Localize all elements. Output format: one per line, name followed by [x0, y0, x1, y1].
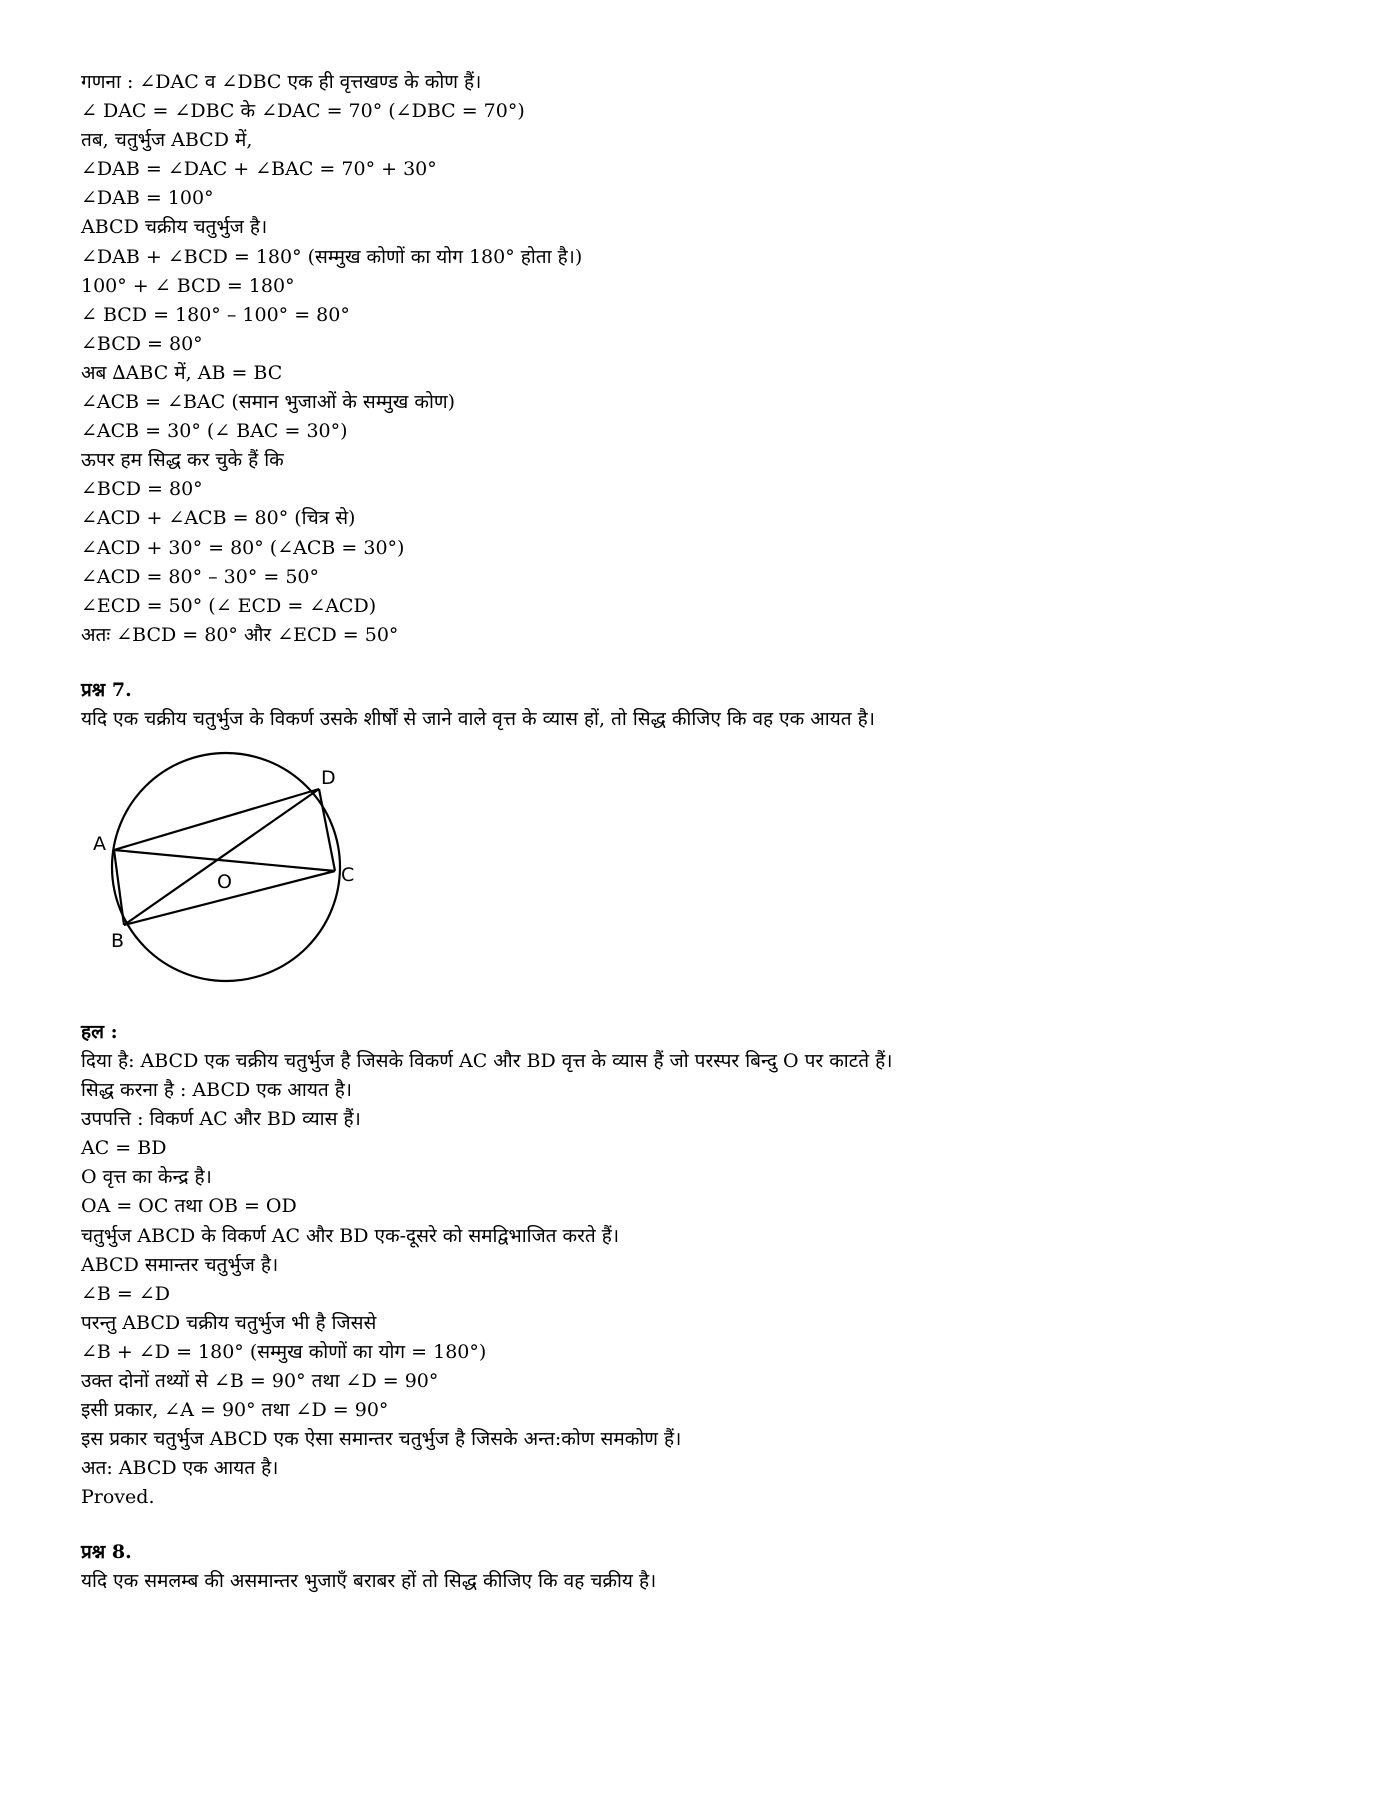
calc-line-15: ∠BCD = 80° [81, 478, 203, 501]
label-o: O [217, 870, 232, 893]
side-da [114, 789, 319, 850]
calc-line-17: ∠ACD + 30° = 80° (∠ACB = 30°) [81, 536, 405, 559]
solution-line-13: इसी प्रकार, ∠A = 90° तथा ∠D = 90° [81, 1399, 389, 1422]
side-cd [319, 789, 335, 871]
calc-line-14: ऊपर हम सिद्ध कर चुके हैं कि [81, 449, 284, 472]
calc-line-10: ∠BCD = 80° [81, 332, 203, 355]
calc-line-3: तब, चतुर्भुज ABCD में, [81, 129, 253, 152]
label-c: C [341, 863, 355, 886]
solution-line-11: ∠B + ∠D = 180° (सम्मुख कोणों का योग = 180°) [81, 1340, 487, 1363]
calc-line-11: अब ∆ABC में, AB = BC [81, 361, 283, 384]
question-8-heading: प्रश्न 8. [81, 1541, 132, 1564]
calc-line-5: ∠DAB = 100° [81, 187, 214, 210]
calc-line-18: ∠ACD = 80° – 30° = 50° [81, 565, 320, 588]
side-ab [114, 850, 124, 925]
solution-7-heading: हल : [81, 1020, 118, 1043]
solution-line-15: अत: ABCD एक आयत है। [81, 1457, 279, 1480]
solution-line-7: चतुर्भुज ABCD के विकर्ण AC और BD एक-दूसरे को समद्विभाजित करते हैं। [81, 1224, 620, 1247]
solution-line-8: ABCD समान्तर चतुर्भुज है। [81, 1253, 279, 1276]
solution-line-14: इस प्रकार चतुर्भुज ABCD एक ऐसा समान्तर चतुर्भुज है जिसके अन्त:कोण समकोण हैं। [81, 1428, 682, 1451]
cyclic-quadrilateral-figure [93, 742, 399, 992]
calc-line-4: ∠DAB = ∠DAC + ∠BAC = 70° + 30° [81, 158, 437, 181]
question-8 [81, 1538, 1321, 1596]
calc-line-1: गणना : ∠DAC व ∠DBC एक ही वृत्तखण्ड के कोण हैं। [81, 71, 482, 93]
document-page [81, 68, 1321, 1597]
figure-svg [93, 742, 399, 992]
circle [112, 753, 340, 981]
solution-line-1: दिया है: ABCD एक चक्रीय चतुर्भुज है जिसके विकर्ण AC और BD वृत्त के व्यास हैं जो परस्पर बिन्दु O पर काटते हैं। [81, 1049, 893, 1072]
calc-line-2: ∠ DAC = ∠DBC के ∠DAC = 70° (∠DBC = 70°) [81, 100, 525, 123]
calc-line-16: ∠ACD + ∠ACB = 80° (चित्र से) [81, 507, 356, 530]
solution-line-12: उक्त दोनों तथ्यों से ∠B = 90° तथा ∠D = 90° [81, 1370, 439, 1392]
solution-line-2: सिद्ध करना है : ABCD एक आयत है। [81, 1079, 353, 1102]
solution-line-16: Proved. [81, 1486, 155, 1509]
question-7-text: यदि एक चक्रीय चतुर्भुज के विकर्ण उसके शीर्षों से जाने वाले वृत्त के व्यास हों, तो सिद्ध कीजिए कि वह एक आयत है। [81, 707, 875, 730]
solution-line-10: परन्तु ABCD चक्रीय चतुर्भुज भी है जिससे [81, 1311, 377, 1334]
calc-line-6: ABCD चक्रीय चतुर्भुज है। [81, 216, 268, 239]
question-7-heading: प्रश्न 7. [81, 678, 132, 701]
solution-line-5: O वृत्त का केन्द्र है। [81, 1166, 212, 1189]
solution-line-3: उपपत्ति : विकर्ण AC और BD व्यास हैं। [81, 1108, 361, 1131]
label-b: B [111, 929, 125, 952]
solution-line-9: ∠B = ∠D [81, 1282, 171, 1305]
diagonal-bd [124, 789, 319, 925]
calc-line-9: ∠ BCD = 180° – 100° = 80° [81, 303, 350, 326]
calc-line-12: ∠ACB = ∠BAC (समान भुजाओं के सम्मुख कोण) [81, 391, 456, 414]
solution-line-4: AC = BD [81, 1137, 167, 1160]
calculation-section [81, 68, 1321, 650]
calc-line-8: 100° + ∠ BCD = 180° [81, 274, 295, 297]
label-a: A [93, 832, 106, 855]
solution-line-6: OA = OC तथा OB = OD [81, 1195, 297, 1218]
diagonal-ac [114, 850, 335, 871]
label-d: D [321, 766, 336, 789]
question-7 [81, 676, 1321, 734]
calc-line-20: अतः ∠BCD = 80° और ∠ECD = 50° [81, 623, 399, 646]
solution-7 [81, 1018, 1321, 1513]
calc-line-19: ∠ECD = 50° (∠ ECD = ∠ACD) [81, 594, 377, 617]
calc-line-13: ∠ACB = 30° (∠ BAC = 30°) [81, 420, 348, 443]
question-8-text: यदि एक समलम्ब की असमान्तर भुजाएँ बराबर हों तो सिद्ध कीजिए कि वह चक्रीय है। [81, 1570, 657, 1593]
calc-line-7: ∠DAB + ∠BCD = 180° (सम्मुख कोणों का योग 180° होता है।) [81, 245, 583, 268]
